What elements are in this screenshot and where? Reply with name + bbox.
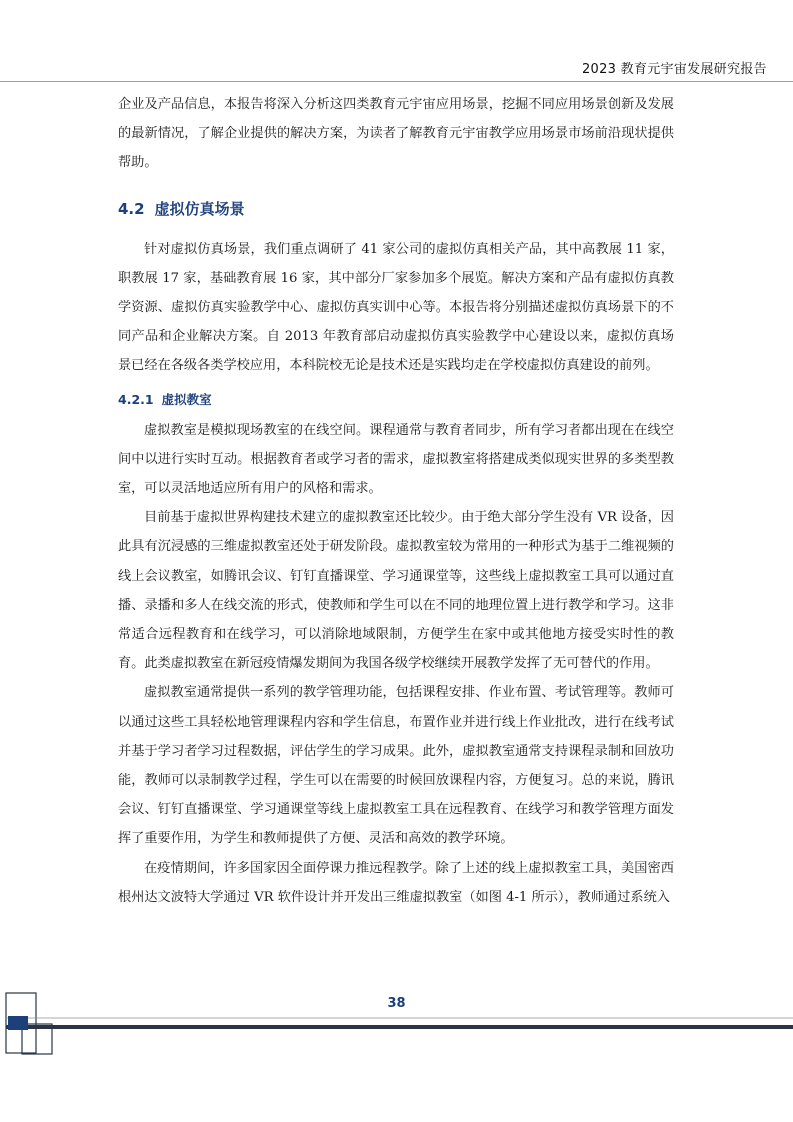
section-heading-4-2 — [118, 197, 674, 221]
body-paragraph: 在疫情期间，许多国家因全面停课力推远程教学。除了上述的线上虚拟教室工具，美国密西根州达文波特大学通过 VR 软件设计并开发出三维虚拟教室（如图 4-1 所示），教师通过系统入 — [118, 860, 674, 905]
subsection-number: 4.2.1 — [118, 391, 154, 407]
section-4-2-paragraph: 针对虚拟仿真场景，我们重点调研了 41 家公司的虚拟仿真相关产品，其中高教展 11 家，职教展 17 家，基础教育展 16 家，其中部分厂家参加多个展览。解决方案和产品有虚拟仿真教学资源、虚拟仿真实验教学中心、虚拟仿真实训中心等。本报告将分别描述虚拟仿真场景下的不同产品和企业解决方案。自 2013 年教育部启动虚拟仿真实验教学中心建设以来，虚拟仿真场景已经在各级各类学校应用，本科院校无论是技术还是实践均走在学校虚拟仿真建设的前列。 — [118, 241, 674, 374]
subsection-heading-4-2-1 — [118, 389, 674, 411]
intro-paragraph: 企业及产品信息，本报告将深入分析这四类教育元宇宙应用场景，挖掘不同应用场景创新及发展的最新情况，了解企业提供的解决方案，为读者了解教育元宇宙教学应用场景市场前沿现状提供帮助。 — [118, 97, 674, 171]
section-title: 虚拟仿真场景 — [154, 199, 245, 218]
report-header-title: 2023 教育元宇宙发展研究报告 — [581, 62, 767, 77]
section-number: 4.2 — [118, 199, 145, 218]
body-paragraph: 虚拟教室通常提供一系列的教学管理功能，包括课程安排、作业布置、考试管理等。教师可以通过这些工具轻松地管理课程内容和学生信息，布置作业并进行线上作业批改，进行在线考试并基于学习者学习过程数据，评估学生的学习成果。此外，虚拟教室通常支持课程录制和回放功能，教师可以录制教学过程，学生可以在需要的时候回放课程内容，方便复习。总的来说，腾讯会议、钉钉直播课堂、学习通课堂等线上虚拟教室工具在远程教育、在线学习和教学管理方面发挥了重要作用，为学生和教师提供了方便、灵活和高效的教学环境。 — [118, 685, 674, 847]
subsection-title: 虚拟教室 — [161, 391, 212, 407]
footer-accent-block — [8, 1016, 28, 1030]
body-paragraph: 目前基于虚拟世界构建技术建立的虚拟教室还比较少。由于绝大部分学生没有 VR 设备，因此具有沉浸感的三维虚拟教室还处于研发阶段。虚拟教室较为常用的一种形式为基于二维视频的线上会议教室，如腾讯会议、钉钉直播课堂、学习通课堂等，这些线上虚拟教室工具可以通过直播、录播和多人在线交流的形式，使教师和学生可以在不同的地理位置上进行教学和学习。这非常适合远程教育和在线学习，可以消除地域限制，方便学生在家中或其他地方接受实时性的教育。此类虚拟教室在新冠疫情爆发期间为我国各级学校继续开展教学发挥了无可替代的作用。 — [118, 510, 674, 672]
page-number: 38 — [387, 996, 406, 1011]
header-divider — [0, 81, 793, 82]
footer-dark-bar — [6, 1025, 793, 1029]
page-body — [118, 90, 674, 912]
body-paragraph: 虚拟教室是模拟现场教室的在线空间。课程通常与教育者同步，所有学习者都出现在在线空间中以进行实时互动。根据教育者或学习者的需求，虚拟教室将搭建成类似现实世界的多类型教室，可以灵活地适应所有用户的风格和需求。 — [118, 422, 674, 497]
